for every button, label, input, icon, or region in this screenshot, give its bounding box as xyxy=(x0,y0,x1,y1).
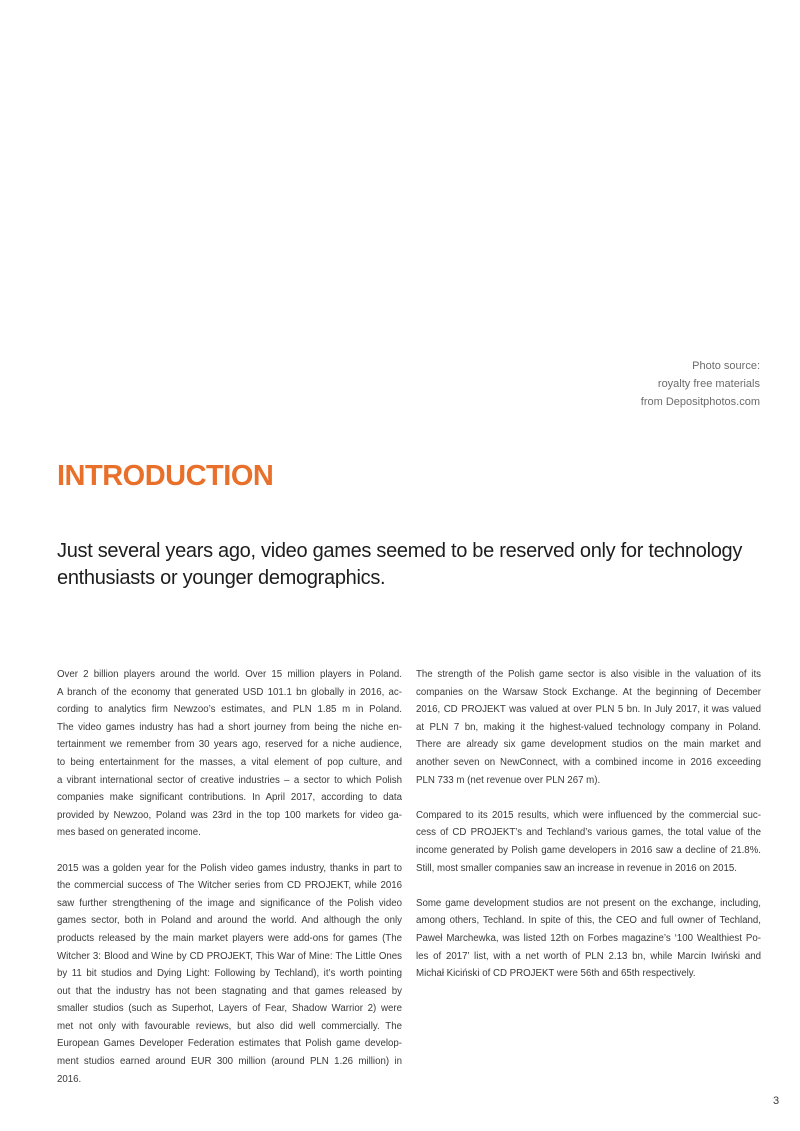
text-line: among others, Techland. In spite of this, the CEO and full owner of Techland, xyxy=(416,915,761,927)
text-line: Over 2 billion players around the world. Over 15 million players in Poland. xyxy=(57,669,402,680)
photo-credit-line: from Depositphotos.com xyxy=(640,396,760,408)
text-line: Witcher 3: Blood and Wine by CD PROJEKT, This War of Mine: The Little Ones xyxy=(57,950,402,962)
text-line: companies make significant contributions. In April 2017, according to data xyxy=(57,792,402,804)
text-line: Michał Kiciński of CD PROJEKT were 56th and 65th respectively. xyxy=(416,968,696,980)
photo-credit-line: Photo source: xyxy=(692,360,760,372)
text-line: European Games Developer Federation estimates that Polish game develop- xyxy=(57,1038,402,1050)
text-line: provided by Newzoo, Poland was 23rd in the top 100 markets for video ga- xyxy=(57,809,402,821)
text-line: There are already six game development studios on the main market and xyxy=(416,739,761,751)
photo-credit-line: royalty free materials xyxy=(657,378,760,390)
text-line: met not only with favourable reviews, but also did well commercially. The xyxy=(57,1020,402,1032)
text-line: Paweł Marchewka, was listed 12th on Forbes magazine’s ‘100 Wealthiest Po- xyxy=(416,932,761,944)
text-line: tertainment we remember from 30 years ago, reserved for a niche audience, xyxy=(57,739,402,751)
text-line: les of 2017’ list, with a net worth of PLN 2.13 bn, while Marcin Iwiński and xyxy=(416,950,761,962)
text-line: games sector, both in Poland and around the world. And although the only xyxy=(57,915,402,927)
text-line: companies on the Warsaw Stock Exchange. At the beginning of December xyxy=(416,686,761,698)
page-number: 3 xyxy=(773,1095,780,1107)
text-line: income generated by Polish game developers in 2016 saw a decline of 21.8%. xyxy=(416,844,761,856)
text-line: to being entertainment for the masses, a vital element of pop culture, and xyxy=(57,756,402,768)
text-line: 2016, CD PROJEKT was valued at over PLN 5 bn. In July 2017, it was valued xyxy=(416,704,761,716)
text-line: the commercial success of The Witcher series from CD PROJEKT, while 2016 xyxy=(57,880,402,892)
text-line: out that the industry has not been stagnating and that games released by xyxy=(57,985,402,997)
text-line: mes based on generated income. xyxy=(57,827,201,839)
right-column xyxy=(416,666,761,1000)
text-line: PLN 733 m (net revenue over PLN 267 m). xyxy=(416,774,601,786)
text-line: saw further strengthening of the image and significance of the Polish video xyxy=(57,897,402,909)
text-line: cess of CD PROJEKT’s and Techland’s various games, the total value of the xyxy=(416,827,761,839)
text-line: The video games industry has had a short journey from being the niche en- xyxy=(57,721,402,733)
text-line: smaller studios (such as Superhot, Layers of Fear, Shadow Warrior 2) were xyxy=(57,1003,402,1015)
text-line: The strength of the Polish game sector is also visible in the valuation of its xyxy=(416,669,761,680)
body-paragraph xyxy=(416,895,761,983)
photo-credit xyxy=(641,357,760,411)
lead-paragraph: Just several years ago, video games seemed to be reserved only for technology enthusiasts or younger demographics. xyxy=(57,540,743,589)
left-column xyxy=(57,666,402,1106)
text-line: at PLN 7 bn, making it the highest-valued technology company in Poland. xyxy=(416,721,761,733)
body-paragraph xyxy=(57,666,402,842)
text-line: A branch of the economy that generated USD 101.1 bn globally in 2016, ac- xyxy=(57,686,402,698)
body-paragraph xyxy=(416,666,761,789)
text-line: Still, most smaller companies saw an increase in revenue in 2016 on 2015. xyxy=(416,862,737,874)
text-line: by 11 bit studios and Dying Light: Following by Techland), it’s worth pointing xyxy=(57,968,402,980)
text-line: 2016. xyxy=(57,1073,82,1085)
text-line: Some game development studios are not present on the exchange, including, xyxy=(416,897,761,909)
text-line: 2015 was a golden year for the Polish video games industry, thanks in part to xyxy=(57,862,402,874)
body-paragraph xyxy=(57,860,402,1089)
text-line: products released by the main market players were add-ons for games (The xyxy=(57,932,402,944)
text-line: cording to analytics firm Newzoo’s estimates, and PLN 1.85 m in Poland. xyxy=(57,704,402,716)
text-line: Compared to its 2015 results, which were influenced by the commercial suc- xyxy=(416,809,761,821)
text-line: a vibrant international sector of creative industries – a sector to which Polish xyxy=(57,774,402,786)
section-heading: INTRODUCTION xyxy=(57,460,274,492)
text-line: another seven on NewConnect, with a combined income in 2016 exceeding xyxy=(416,756,761,768)
text-line: ment studios earned around EUR 300 million (around PLN 1.26 million) in xyxy=(57,1056,402,1068)
body-paragraph xyxy=(416,807,761,877)
